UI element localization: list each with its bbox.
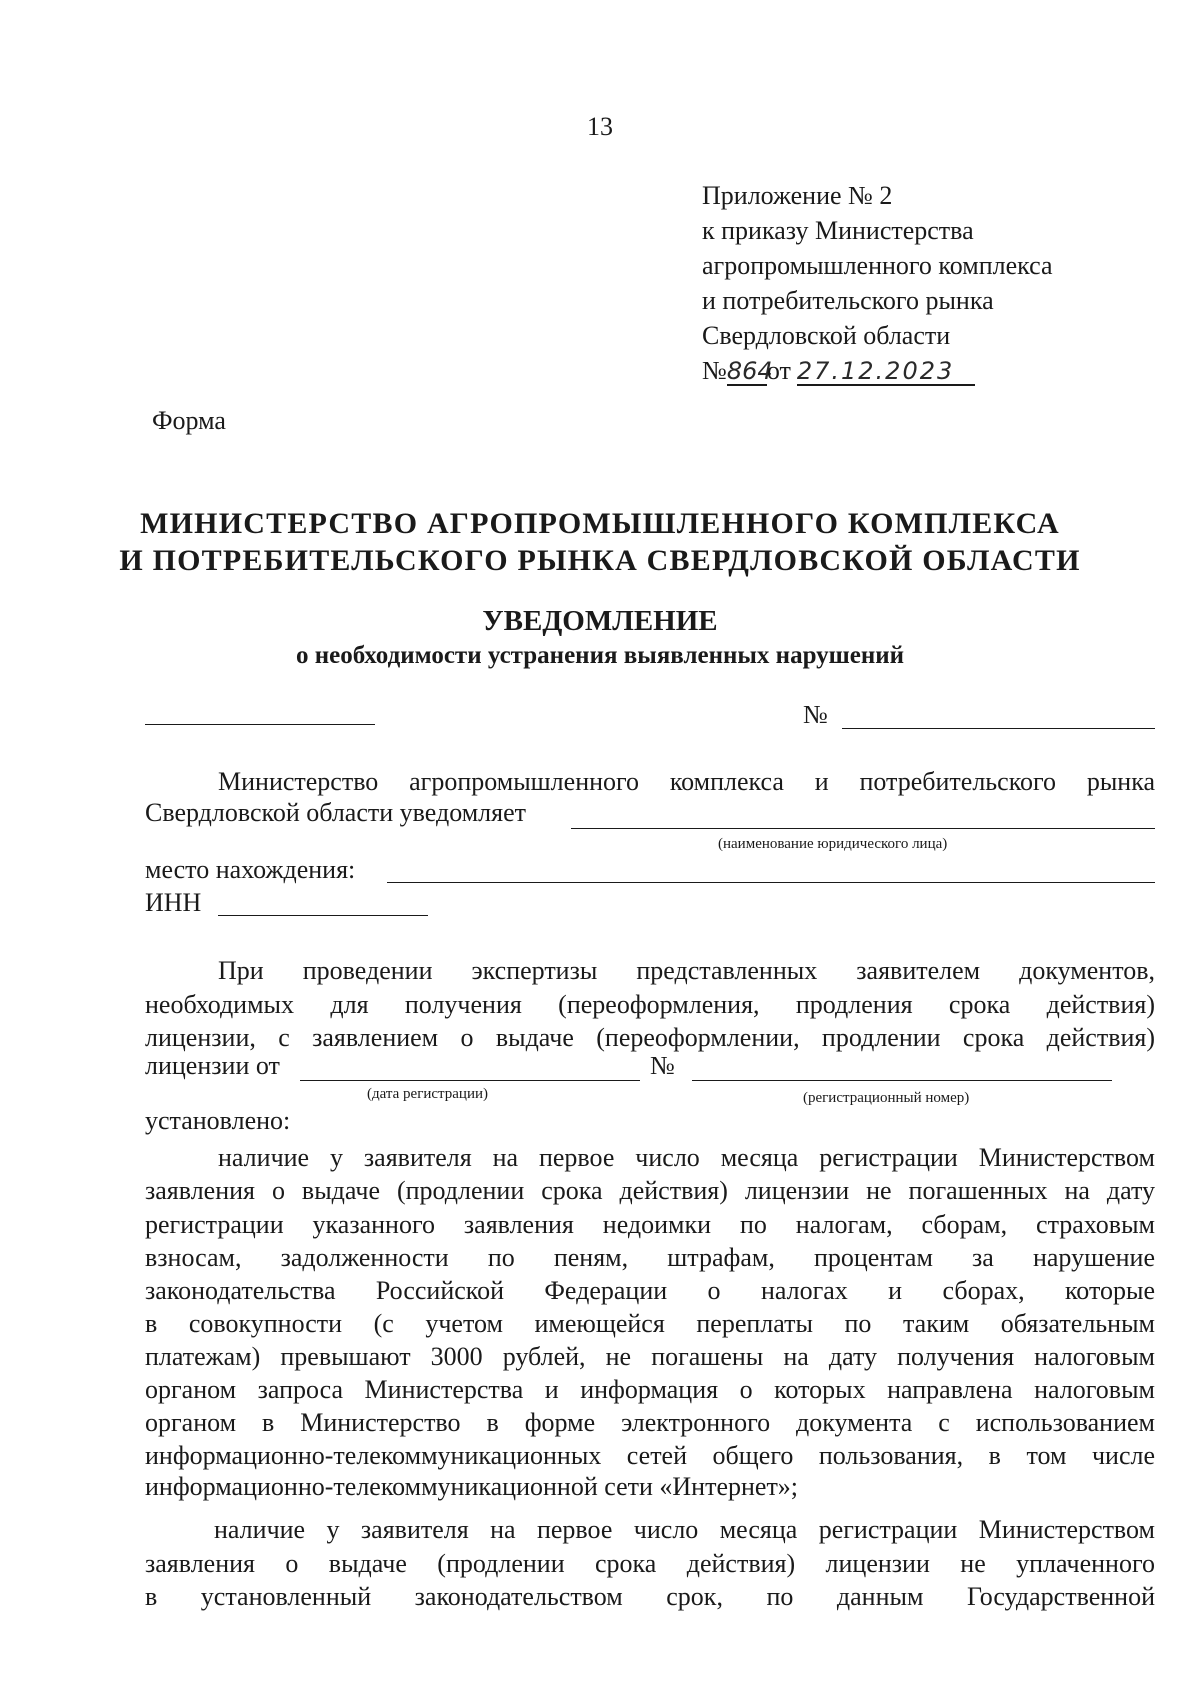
intro-line-2: Свердловской области уведомляет — [145, 798, 527, 827]
para2-line-last: информационно-телекоммуникационной сети «Интернет»; — [145, 1472, 799, 1501]
registration-number-label: № — [650, 1051, 675, 1080]
para1-line-2: необходимых для получения (переоформления, продления срока действия) — [145, 990, 1155, 1019]
ministry-header-line-1: МИНИСТЕРСТВО АГРОПРОМЫШЛЕННОГО КОМПЛЕКСА — [140, 507, 1060, 540]
legal-entity-caption: (наименование юридического лица) — [718, 836, 948, 852]
para3-line: наличие у заявителя на первое число месяца регистрации Министерством — [214, 1515, 1155, 1544]
appendix-block — [702, 178, 1053, 388]
registration-date-blank-line — [300, 1080, 640, 1081]
order-number-line — [702, 353, 1053, 388]
handwritten-order-date: 27.12.2023 — [797, 358, 975, 386]
appendix-line-1: Приложение № 2 — [702, 181, 893, 210]
appendix-line-2: к приказу Министерства — [702, 216, 974, 245]
para1-line-1: При проведении экспертизы представленных заявителем документов, — [218, 956, 1155, 985]
ministry-header — [0, 505, 1200, 579]
inn-label: ИНН — [145, 888, 202, 917]
page-number: 13 — [587, 112, 613, 141]
para2-line: законодательства Российской Федерации о налогах и сборах, которые — [145, 1276, 1155, 1305]
para2-line: информационно-телекоммуникационных сетей общего пользования, в том числе — [145, 1441, 1155, 1470]
intro-line-1: Министерство агропромышленного комплекса и потребительского рынка — [218, 767, 1155, 796]
notice-number-label: № — [803, 700, 828, 729]
location-label: место нахождения: — [145, 855, 356, 884]
handwritten-order-number: 864 — [726, 357, 773, 385]
para2-line: заявления о выдаче (продлении срока действия) лицензии не погашенных на дату — [145, 1176, 1155, 1205]
para1-line-4-prefix: лицензии от — [145, 1051, 280, 1080]
para2-line: взносам, задолженности по пеням, штрафам, процентам за нарушение — [145, 1243, 1155, 1272]
notice-number-blank-line — [842, 728, 1155, 729]
appendix-line-4: и потребительского рынка — [702, 286, 994, 315]
inn-blank-line — [218, 915, 428, 916]
date-blank-line — [145, 724, 375, 725]
registration-number-caption: (регистрационный номер) — [803, 1090, 970, 1106]
established-label: установлено: — [145, 1106, 291, 1135]
para2-line: наличие у заявителя на первое число месяца регистрации Министерством — [218, 1143, 1155, 1172]
registration-date-caption: (дата регистрации) — [367, 1086, 489, 1102]
para3-line: заявления о выдаче (продлении срока действия) лицензии не уплаченного — [145, 1549, 1155, 1578]
appendix-line-5: Свердловской области — [702, 321, 951, 350]
para2-line: платежам) превышают 3000 рублей, не погашены на дату получения налоговым — [145, 1342, 1155, 1371]
para2-line: органом запроса Министерства и информация о которых направлена налоговым — [145, 1375, 1155, 1404]
notice-subtitle: о необходимости устранения выявленных нарушений — [295, 642, 905, 669]
location-blank-line — [387, 882, 1155, 883]
ministry-header-line-2: И ПОТРЕБИТЕЛЬСКОГО РЫНКА СВЕРДЛОВСКОЙ ОБЛАСТИ — [119, 544, 1081, 577]
registration-number-blank-line — [692, 1080, 1112, 1081]
form-label: Форма — [152, 406, 226, 435]
notice-title: УВЕДОМЛЕНИЕ — [482, 605, 718, 637]
order-date-label: от — [766, 356, 791, 385]
order-number-label: № — [702, 356, 727, 385]
appendix-line-3: агропромышленного комплекса — [702, 251, 1053, 280]
para1-line-3: лицензии, с заявлением о выдаче (переоформлении, продлении срока действия) — [145, 1023, 1155, 1052]
para2-line: в совокупности (с учетом имеющейся переплаты по таким обязательным — [145, 1309, 1155, 1338]
para2-line: органом в Министерство в форме электронного документа с использованием — [145, 1408, 1155, 1437]
para3-line: в установленный законодательством срок, по данным Государственной — [145, 1582, 1155, 1611]
para2-line: регистрации указанного заявления недоимки по налогам, сборам, страховым — [145, 1210, 1155, 1239]
legal-entity-blank-line — [571, 828, 1155, 829]
